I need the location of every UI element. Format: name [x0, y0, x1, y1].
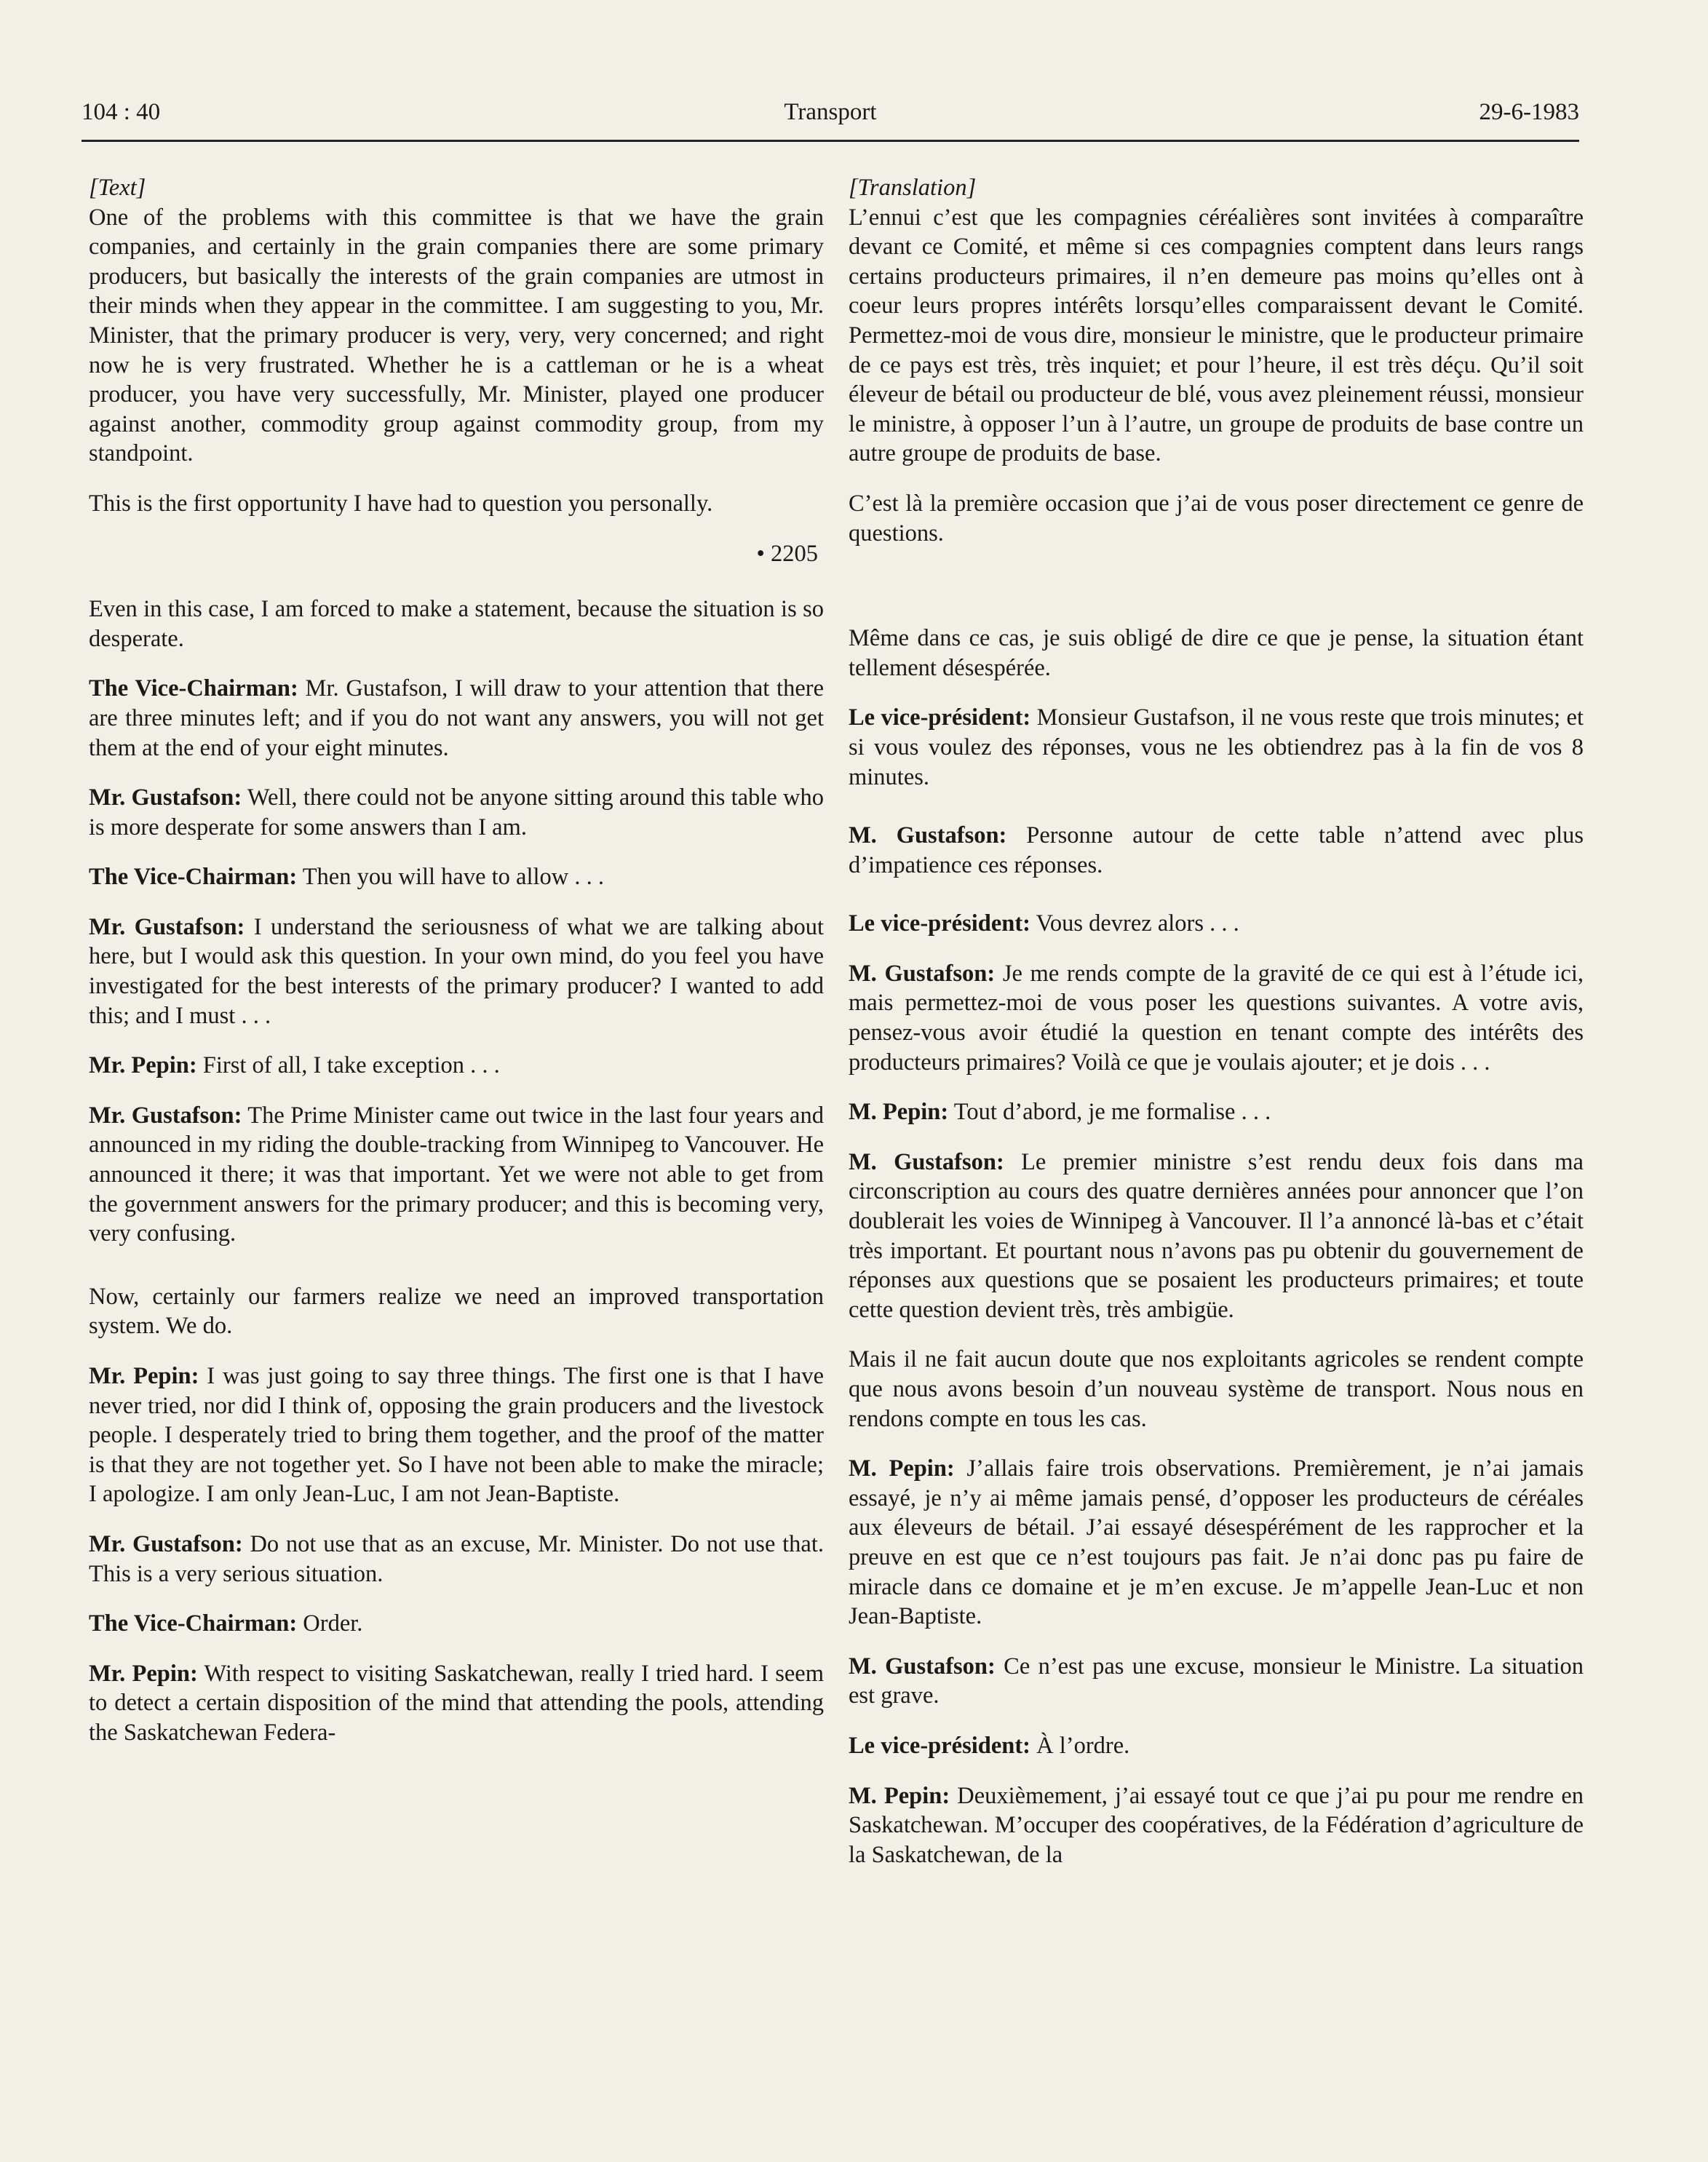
speech-text: Order.	[297, 1610, 363, 1637]
paragraph: Even in this case, I am forced to make a statement, because the situation is so desperate.	[89, 596, 824, 652]
paragraph: One of the problems with this committee is that we have the grain companies, and certainly in the grain companies there are some primary producers, but basically the interests of the grain companies are utmost in their minds when they appear in the committee. I am suggesting to you, Mr. Minister, that the primary producer is very, very, very concerned; and right now he is very frustrated. Whether he is a cattleman or he is a wheat producer, you have very successfully, Mr. Minister, played one producer against another, commodity group against commodity group, from my standpoint.	[89, 204, 824, 467]
speech-text: Le premier ministre s’est rendu deux fois dans ma circonscription au cours des quatre dernières années pour annoncer que l’on doublerait les voies de Winnipeg à Vancouver. Il l’a annoncé là-bas et c’était très important. Et pourtant nous n’avons pas pu obtenir du gouvernement de réponses aux questions que se posaient les producteurs primaires; et toute cette question devient très, très ambigüe.	[849, 1148, 1584, 1323]
paragraph: C’est là la première occasion que j’ai de vous poser directement ce genre de questions.	[849, 490, 1584, 547]
speech-text: The Prime Minister came out twice in the last four years and announced in my riding the double-tracking from Winnipeg to Vancouver. He announced it there; it was that important. Yet we were not able to get from the government answers for the primary producer; and this is becoming very, very confusing.	[89, 1102, 824, 1247]
speaker-name: Mr. Gustafson:	[89, 913, 245, 940]
text-tag: [Text]	[89, 175, 146, 201]
speaker-name: M. Pepin:	[849, 1099, 949, 1126]
speech	[849, 1781, 1584, 1870]
speaker-name: The Vice-Chairman:	[89, 1610, 298, 1637]
speech-text: Deuxièmement, j’ai essayé tout ce que j’ai pu pour me rendre en Saskatchewan. M’occuper des coopératives, de la Fédération d’agriculture de la Saskatchewan, de la	[849, 1782, 1584, 1868]
speaker-name: M. Gustafson:	[849, 960, 996, 987]
speech-text: Monsieur Gustafson, il ne vous reste que trois minutes; et si vous voulez des réponses, vous ne les obtiendrez pas à la fin de vos 8 minutes.	[849, 704, 1584, 790]
page-title: Transport	[784, 99, 877, 125]
speech	[849, 959, 1584, 1077]
speech	[89, 1101, 824, 1249]
speech-text: Do not use that as an excuse, Mr. Minister. Do not use that. This is a very serious situation.	[89, 1530, 824, 1587]
paragraph: Même dans ce cas, je suis obligé de dire ce que je pense, la situation étant tellement désespérée.	[849, 625, 1584, 681]
speaker-name: M. Gustafson:	[849, 822, 1007, 849]
translation-tag: [Translation]	[849, 175, 977, 201]
speech	[849, 1652, 1584, 1711]
speaker-name: Le vice-président:	[849, 910, 1031, 937]
speech	[849, 1454, 1584, 1632]
speech	[849, 1097, 1584, 1127]
speech	[89, 1659, 824, 1748]
speech-text: Ce n’est pas une excuse, monsieur le Ministre. La situation est grave.	[849, 1653, 1584, 1709]
speech	[849, 703, 1584, 792]
speaker-name: Le vice-président:	[849, 1732, 1031, 1759]
speech-text: À l’ordre.	[1030, 1732, 1130, 1759]
speech-text: Tout d’abord, je me formalise . . .	[948, 1099, 1271, 1126]
speaker-name: Le vice-président:	[849, 704, 1031, 731]
paragraph: Mais il ne fait aucun doute que nos exploitants agricoles se rendent compte que nous avons besoin d’un nouveau système de transport. Nous nous en rendons compte en tous les cas.	[849, 1346, 1584, 1432]
speaker-name: The Vice-Chairman:	[89, 864, 298, 891]
speech-text: Je me rends compte de la gravité de ce qui est à l’étude ici, mais permettez-moi de vous poser les questions suivantes. A votre avis, pensez-vous avoir étudié la question en tenant compte des intérêts des producteurs primaires? Voilà ce que je voulais ajouter; et je dois . . .	[849, 960, 1584, 1076]
speech-text: Mr. Gustafson, I will draw to your attention that there are three minutes left; and if you do not want any answers, you will not get them at the end of your eight minutes.	[89, 675, 825, 761]
paragraph: L’ennui c’est que les compagnies céréalières sont invitées à comparaître devant ce Comité, et même si ces compagnies comptent dans leurs rangs certains producteurs primaires, il n’en demeure pas moins qu’elles ont à coeur leurs propres intérêts lorsqu’elles comparaissent devant le Comité. Permettez-moi de vous dire, monsieur le ministre, que le producteur primaire de ce pays est très, très inquiet; et pour l’heure, il est très déçu. Qu’il soit éleveur de bétail ou producteur de blé, vous avez pleinement réussi, monsieur le ministre, à opposer l’un à l’autre, un groupe de produits de base contre un autre groupe de produits de base.	[849, 204, 1584, 467]
speech	[849, 909, 1584, 939]
english-column	[89, 173, 824, 1768]
speaker-name: M. Gustafson:	[849, 1653, 996, 1680]
paragraph: Now, certainly our farmers realize we need an improved transportation system. We do.	[89, 1283, 824, 1340]
speech	[89, 1530, 824, 1589]
speaker-name: Mr. Pepin:	[89, 1052, 197, 1079]
speech-text: I was just going to say three things. The first one is that I have never tried, nor did I think of, opposing the grain producers and the livestock people. I desperately tried to bring them together, and the proof of the matter is that they are not together yet. So I have not been able to make the miracle; I apologize. I am only Jean-Luc, I am not Jean-Baptiste.	[89, 1363, 824, 1508]
speech	[89, 674, 824, 763]
speaker-name: Mr. Gustafson:	[89, 784, 242, 811]
speech	[849, 1731, 1584, 1761]
page-number: 104 : 40	[82, 99, 161, 125]
speaker-name: The Vice-Chairman:	[89, 675, 298, 702]
speaker-name: Mr. Pepin:	[89, 1363, 199, 1389]
speech-text: Then you will have to allow . . .	[297, 864, 604, 891]
speech-text: With respect to visiting Saskatchewan, really I tried hard. I seem to detect a certain disposition of the mind that attending the pools, attending the Saskatchewan Federa-	[89, 1660, 824, 1746]
speech	[89, 862, 824, 892]
time-marker: • 2205	[756, 540, 818, 567]
paragraph: This is the first opportunity I have had to question you personally.	[89, 490, 713, 517]
french-column	[849, 173, 1584, 1890]
speech	[89, 1362, 824, 1509]
speaker-name: M. Pepin:	[849, 1782, 950, 1809]
speaker-name: Mr. Gustafson:	[89, 1530, 243, 1557]
speaker-name: M. Gustafson:	[849, 1148, 1004, 1175]
speaker-name: Mr. Pepin:	[89, 1660, 198, 1687]
speech-text: Personne autour de cette table n’attend avec plus d’impatience ces réponses.	[849, 822, 1584, 878]
speech-text: Vous devrez alors . . .	[1030, 910, 1239, 937]
speech	[89, 1051, 824, 1081]
speech	[849, 1148, 1584, 1325]
speech-text: First of all, I take exception . . .	[196, 1052, 500, 1079]
speech	[89, 1609, 824, 1639]
speaker-name: M. Pepin:	[849, 1455, 955, 1482]
speech	[89, 913, 824, 1030]
page-date: 29-6-1983	[1479, 99, 1579, 125]
speech	[849, 821, 1584, 880]
speech-text: I understand the seriousness of what we are talking about here, but I would ask this question. In your own mind, do you feel you have investigated for the best interests of the primary producer? I wanted to add this; and I must . . .	[89, 913, 824, 1029]
speech	[89, 783, 824, 842]
speaker-name: Mr. Gustafson:	[89, 1102, 242, 1129]
speech-text: J’allais faire trois observations. Premièrement, je n’ai jamais essayé, je n’y ai même jamais pensé, d’opposer les producteurs de céréales aux éleveurs de bétail. J’ai essayé désespérément de les rapprocher et la preuve en est que ce n’est toujours pas fait. Je n’ai donc pas pu faire de miracle dans ce domaine et je m’en excuse. Je m’appelle Jean-Luc et non Jean-Baptiste.	[849, 1455, 1584, 1630]
speech-text: Well, there could not be anyone sitting around this table who is more desperate for some answers than I am.	[89, 784, 825, 840]
page-header	[82, 99, 1579, 142]
